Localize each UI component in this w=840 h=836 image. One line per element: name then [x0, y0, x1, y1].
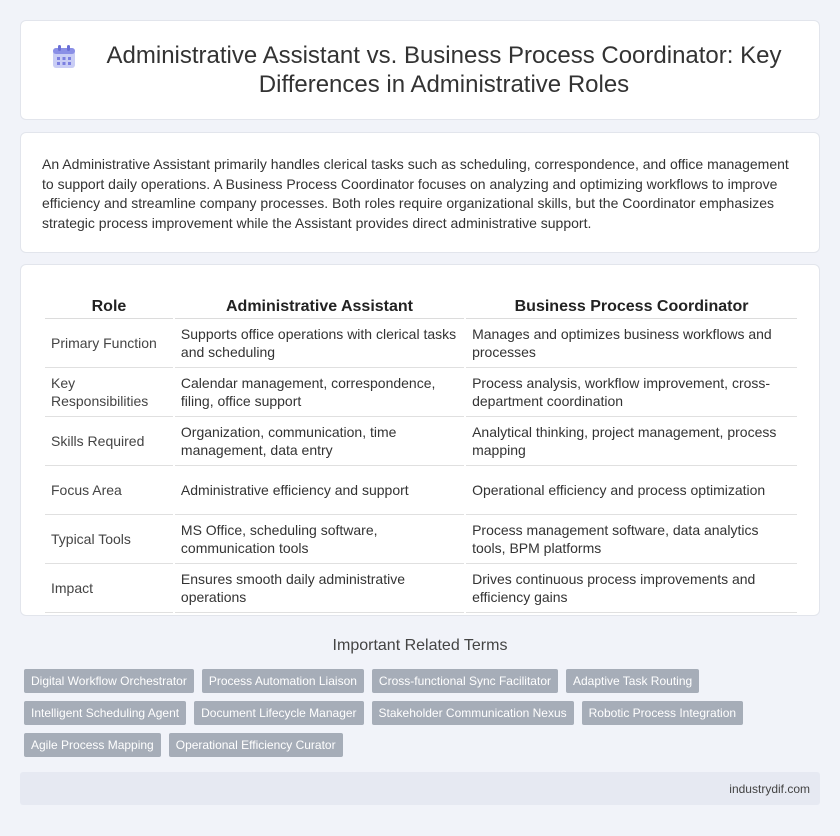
table-row — [45, 319, 797, 368]
table-row — [45, 417, 797, 466]
row-label: Skills Required — [45, 417, 173, 466]
table-cell: Organization, communication, time management, data entry — [175, 417, 464, 466]
related-term-tag[interactable]: Document Lifecycle Manager — [194, 701, 363, 725]
comparison-table — [43, 295, 799, 613]
related-term-tag[interactable]: Intelligent Scheduling Agent — [24, 701, 186, 725]
row-label: Focus Area — [45, 466, 173, 515]
table-cell: Supports office operations with clerical tasks and scheduling — [175, 319, 464, 368]
related-term-tag[interactable]: Operational Efficiency Curator — [169, 733, 343, 757]
related-term-tag[interactable]: Stakeholder Communication Nexus — [372, 701, 574, 725]
related-term-tag[interactable]: Digital Workflow Orchestrator — [24, 669, 194, 693]
related-term-tag[interactable]: Robotic Process Integration — [582, 701, 743, 725]
related-term-tag[interactable]: Adaptive Task Routing — [566, 669, 699, 693]
table-cell: Operational efficiency and process optimization — [466, 466, 797, 515]
footer — [20, 772, 820, 805]
table-row — [45, 515, 797, 564]
table-header-row — [45, 295, 797, 319]
row-label: Typical Tools — [45, 515, 173, 564]
table-row — [45, 466, 797, 515]
footer-site-name[interactable]: industrydif.com — [729, 782, 810, 796]
column-header-role: Role — [45, 295, 173, 319]
related-terms-heading: Important Related Terms — [332, 637, 508, 654]
page-title: Administrative Assistant vs. Business Process Coordinator: Key Differences in Administrative Roles — [106, 42, 782, 98]
table-cell: Manages and optimizes business workflows and processes — [466, 319, 797, 368]
table-cell: Administrative efficiency and support — [175, 466, 464, 515]
table-cell: Drives continuous process improvements and efficiency gains — [466, 564, 797, 613]
table-cell: Process analysis, workflow improvement, cross-department coordination — [466, 368, 797, 417]
table-row — [45, 368, 797, 417]
row-label: Impact — [45, 564, 173, 613]
column-header-business-process-coordinator: Business Process Coordinator — [466, 295, 797, 319]
row-label: Primary Function — [45, 319, 173, 368]
table-cell: Ensures smooth daily administrative operations — [175, 564, 464, 613]
related-terms-list — [24, 669, 784, 765]
table-cell: Analytical thinking, project management, process mapping — [466, 417, 797, 466]
header-card — [20, 20, 820, 120]
intro-card — [20, 132, 820, 253]
column-header-administrative-assistant: Administrative Assistant — [175, 295, 464, 319]
table-cell: MS Office, scheduling software, communication tools — [175, 515, 464, 564]
related-term-tag[interactable]: Cross-functional Sync Facilitator — [372, 669, 558, 693]
intro-paragraph: An Administrative Assistant primarily handles clerical tasks such as scheduling, correspondence, and office management to support daily operations. A Business Process Coordinator focuses on analyzing and optimizing workflows to improve efficiency and streamline company processes. Both roles require organizational skills, but the Coordinator emphasizes strategic process improvement while the Assistant provides direct administrative support. — [42, 156, 789, 231]
related-term-tag[interactable]: Process Automation Liaison — [202, 669, 364, 693]
table-cell: Calendar management, correspondence, filing, office support — [175, 368, 464, 417]
table-cell: Process management software, data analytics tools, BPM platforms — [466, 515, 797, 564]
table-row — [45, 564, 797, 613]
row-label: Key Responsibilities — [45, 368, 173, 417]
calendar-icon — [51, 44, 77, 70]
related-term-tag[interactable]: Agile Process Mapping — [24, 733, 161, 757]
comparison-card — [20, 264, 820, 616]
